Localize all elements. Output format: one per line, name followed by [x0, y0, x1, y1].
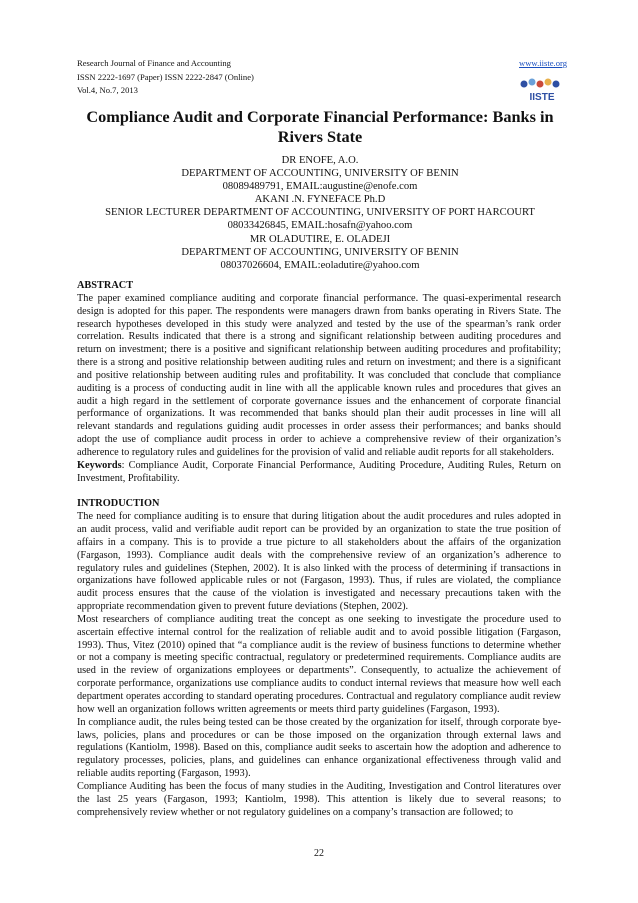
author-line: DEPARTMENT OF ACCOUNTING, UNIVERSITY OF BENIN — [181, 246, 459, 258]
issn-line: ISSN 2222-1697 (Paper) ISSN 2222-2847 (Online) — [77, 71, 254, 82]
intro-paragraph: Most researchers of compliance auditing treat the concept as one seeking to investigate the procedure used to ascertain effective internal control for the realization of reliable audit and to avoid possible litigation (Fargason, 1993). Thus, Vitez (2010) opined that “a compliance audit is the review of business functions to determine whether or not a company is meeting specific contractual, regulatory or predetermined requirements. Compliance audits are used in the review of organizations employees or departments”. Consequently, to actualize the achievement of corporate performance, organizations use compliance audits to conduct internal reviews that measure how well each department operates according to standard operating procedures. Contractual and regulatory compliance audit review how well an organization follows written agreements or meets third party guidelines (Fargason, 1993). — [77, 613, 561, 715]
keywords — [77, 460, 561, 486]
abstract-heading: ABSTRACT — [77, 280, 134, 291]
intro-paragraph: The need for compliance auditing is to ensure that during litigation about the audit procedures and rules adopted in an audit process, valid and verifiable audit report can be provided by an organization to state the true position of affairs in a company. This is to provide a true picture to all stakeholders about the affairs of the organization (Fargason, 1993). Compliance audit deals with the comprehensive review of an organization’s adherence to regulatory rules and guidelines (Stephen, 2002). It is also linked with the process of determining if transactions in organizations have followed applicable rules or not (Fargason, 1993). Thus, if rules are violated, the compliance audit process ensures that the cause of the violation is investigated and necessary precautions taken with the appropriate recommendation given to prevent future deviations (Stephen, 2002). — [77, 511, 561, 613]
keywords-text: : Compliance Audit, Corporate Financial Performance, Auditing Procedure, Auditing Rules, Return on Investment, Profitability. — [77, 459, 561, 484]
author-line: MR OLADUTIRE, E. OLADEJI — [249, 233, 391, 245]
journal-url-link[interactable]: www.iiste.org — [519, 58, 567, 68]
journal-name: Research Journal of Finance and Accounting — [77, 58, 231, 68]
intro-paragraph: In compliance audit, the rules being tested can be those created by the organization for itself, through corporate bye-laws, policies, plans and procedures or can be those imposed on the organization through external laws and regulations (Kantiolm, 1998). Based on this, compliance audit seeks to ascertain how the adoption and adherence to regulatory processes, policies, plans, and guidelines can enhance organizational effectiveness through valid and reliable audits reporting (Fargason, 1993). — [77, 716, 561, 780]
iiste-logo-icon — [517, 74, 567, 104]
author-line: AKANI .N. FYNEFACE Ph.D — [254, 194, 386, 206]
volume-line: Vol.4, No.7, 2013 — [77, 85, 138, 95]
introduction-heading: INTRODUCTION — [77, 498, 160, 510]
page-number: 22 — [314, 848, 324, 859]
abstract-text: The paper examined compliance auditing and corporate financial performance. The quasi-experimental research design is adopted for this paper. The respondents were managers drawn from banks operating in Rivers State. The research hypotheses developed in this study were analyzed and tested by the use of the spearman’s rank order correlation. Results indicated that there is a strong and significant relationship between auditing procedures and return on investment; there is a positive and significant relationship between auditing procedures and profitability; there is a strong and positive relationship between auditing rules and return on investment; and there is a significant and positive relationship between auditing rules and profitability. It was concluded that conclude that compliance auditing is a process of conducting audit in line with all the applicable known rules and procedures that gives an audit a high regard in the settlement of corporate governance issues and the enhancement of corporate financial performance of organizations. It was recommended that banks should plan their audit processes in line will all relevant standards and regulations guiding audit processes in order assess their performances; and banks should adopt the use of compliance audit process in order to achieve a comprehensive review of their organization’s adherence to regulatory rules and guidelines for the provision of valid and reliable audit reports for all stakeholders. — [77, 292, 561, 458]
author-block — [60, 154, 580, 272]
author-line: 08033426845, EMAIL:hosafn@yahoo.com — [227, 220, 413, 232]
logo-text: IISTE — [529, 92, 555, 103]
paper-body — [77, 280, 561, 819]
section-spacer — [77, 486, 561, 499]
author-line: 08089489791, EMAIL:augustine@enofe.com — [222, 181, 418, 193]
author-line: DR ENOFE, A.O. — [281, 155, 359, 166]
author-line: DEPARTMENT OF ACCOUNTING, UNIVERSITY OF BENIN — [181, 168, 459, 180]
running-header — [77, 57, 567, 98]
keywords-label: Keywords — [77, 459, 122, 471]
author-line: SENIOR LECTURER DEPARTMENT OF ACCOUNTING, UNIVERSITY OF PORT HARCOURT — [105, 207, 535, 219]
author-line: 08037026604, EMAIL:eoladutire@yahoo.com — [220, 259, 420, 271]
paper-title: Compliance Audit and Corporate Financial Performance: Banks in Rivers State — [86, 107, 554, 146]
intro-paragraph: Compliance Auditing has been the focus of many studies in the Auditing, Investigation and Control literatures over the last 25 years (Fargason, 1993; Kantiolm, 1998). This attention is likely due to several reasons; to comprehensively review whether or not regulatory guidelines on a company’s transaction are followed; to — [77, 780, 561, 818]
